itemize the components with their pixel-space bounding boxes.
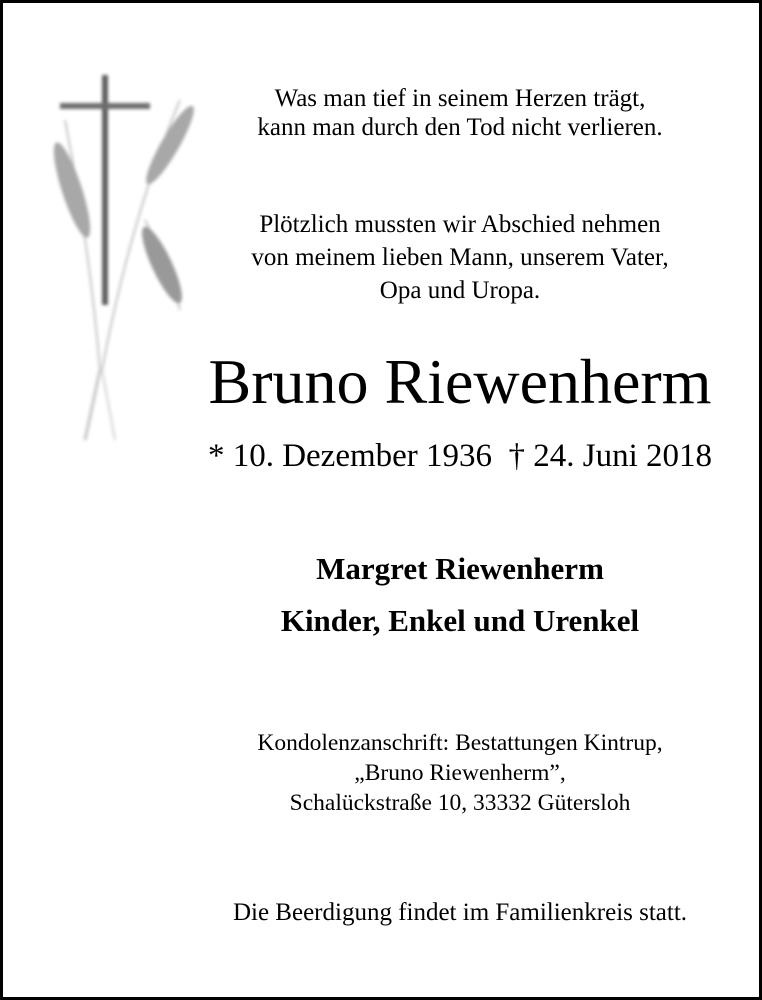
verse-line-1: Was man tief in seinem Herzen trägt, [274,85,646,112]
condolence-line-3: Schalückstraße 10, 33332 Gütersloh [289,790,631,816]
intro-line-3: Opa und Uropa. [379,277,541,304]
intro-line-1: Plötzlich mussten wir Abschied nehmen [259,211,661,238]
funeral-note: Die Beerdigung findet im Familienkreis statt. [232,899,688,926]
mourner-family: Kinder, Enkel und Urenkel [280,603,640,638]
mourner-spouse: Margret Riewenherm [316,551,604,586]
deceased-name: Bruno Riewenherm [208,346,712,417]
intro-line-2: von meinem lieben Mann, unserem Vater, [251,244,669,271]
life-dates: * 10. Dezember 1936 † 24. Juni 2018 [207,438,713,474]
verse-line-2: kann man durch den Tod nicht verlieren. [257,114,663,141]
condolence-line-1: Kondolenzanschrift: Bestattungen Kintrup, [257,730,663,756]
condolence-line-2: „Bruno Riewenherm”, [354,760,566,786]
